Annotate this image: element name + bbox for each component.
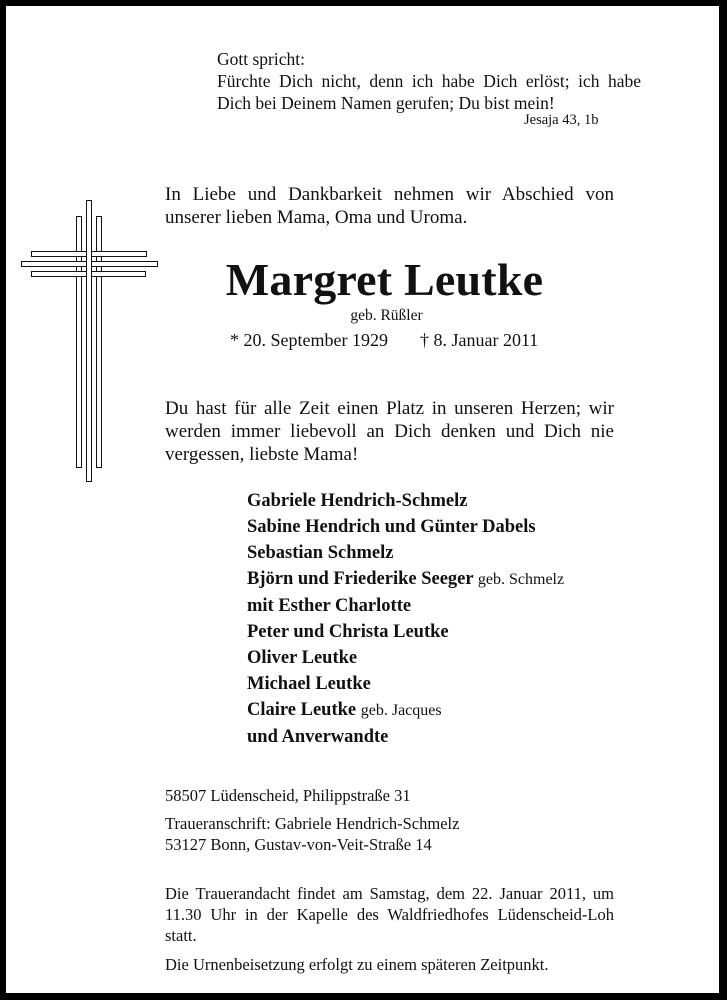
maiden-name: geb. Rüßler [350,307,423,324]
bible-verse [217,48,641,114]
mourning-address-line2: 53127 Bonn, Gustav-von-Veit-Straße 14 [165,835,432,854]
mourner: Oliver Leutke [247,648,358,668]
death-date: † 8. Januar 2011 [419,330,539,350]
farewell-intro: In Liebe und Dankbarkeit nehmen wir Abschied von unserer lieben Mama, Oma und Uroma. [165,184,614,228]
mourner: Michael Leutke [247,674,371,694]
service-info: Die Trauerandacht findet am Samstag, dem 22. Januar 2011, um 11.30 Uhr in der Kapelle des Waldfriedhofes Lüdenscheid-Loh statt. [165,884,614,945]
mourner-maiden-note: geb. Schmelz [477,571,565,588]
deceased-name: Margret Leutke [225,254,544,305]
residence-address: 58507 Lüdenscheid, Philippstraße 31 [165,786,411,805]
christian-cross-icon [0,0,170,490]
urn-burial-info: Die Urnenbeisetzung erfolgt zu einem späteren Zeitpunkt. [165,955,549,974]
mourner: Peter und Christa Leutke [247,622,449,642]
mourner: und Anverwandte [247,727,389,747]
mourners-list [247,488,564,750]
mourner: Björn und Friederike Seeger geb. Schmelz [247,569,565,589]
mourner-maiden-note: geb. Jacques [360,702,442,719]
verse-text: Fürchte Dich nicht, denn ich habe Dich erlöst; ich habe Dich bei Deinem Namen gerufen; Du bist mein! [217,71,641,113]
mourner: mit Esther Charlotte [247,596,412,616]
verse-heading: Gott spricht: [217,49,305,69]
mourner: Sebastian Schmelz [247,543,394,563]
mourner: Claire Leutke geb. Jacques [247,700,442,720]
birth-date: * 20. September 1929 [230,330,388,350]
tribute-text: Du hast für alle Zeit einen Platz in unseren Herzen; wir werden immer liebevoll an Dich denken und Dich nie vergessen, liebste Mama! [165,398,614,465]
mourning-address [165,813,459,855]
mourning-address-line1: Traueranschrift: Gabriele Hendrich-Schmelz [165,814,460,833]
life-dates [230,329,538,351]
mourner: Sabine Hendrich und Günter Dabels [247,517,536,537]
mourner: Gabriele Hendrich-Schmelz [247,491,468,511]
cross-vertical-center [86,200,92,482]
verse-reference: Jesaja 43, 1b [524,112,599,128]
